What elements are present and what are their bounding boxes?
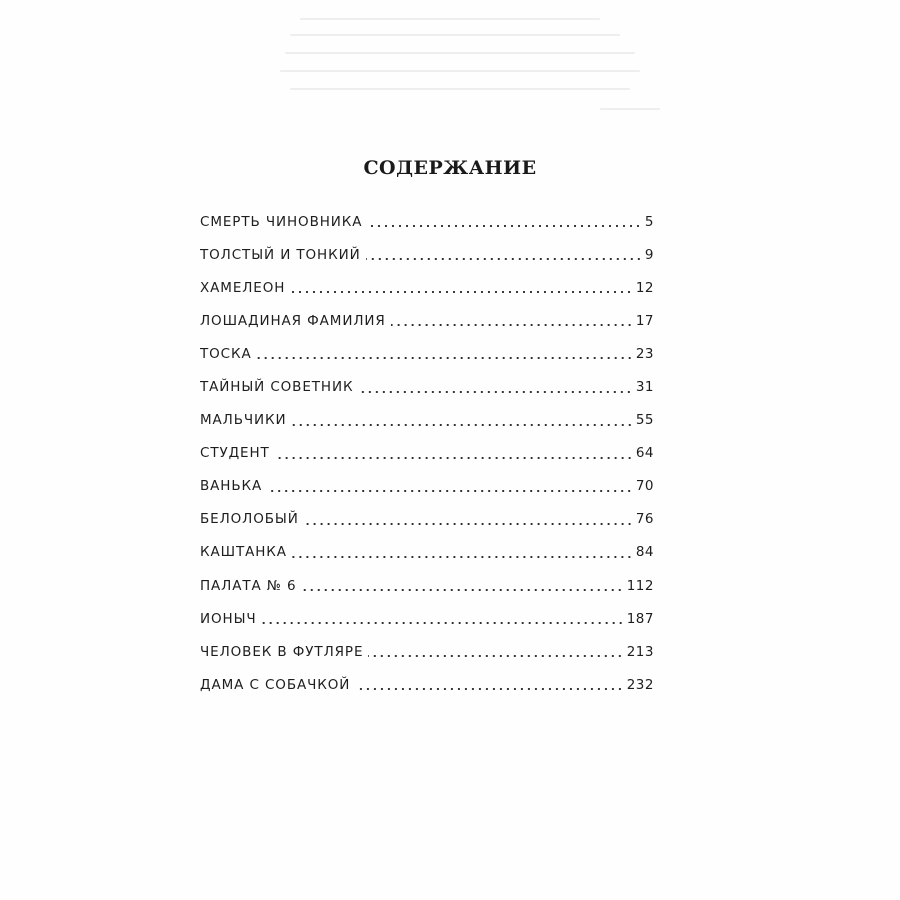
table-of-contents: [200, 205, 654, 701]
toc-entry-page-number: 187: [626, 610, 654, 627]
toc-entry-title: ХАМЕЛЕОН: [200, 279, 286, 296]
dot-leader: [257, 357, 633, 359]
bleed-through-mark: [290, 88, 630, 90]
bleed-through-mark: [300, 18, 600, 20]
toc-entry-page-number: 64: [635, 445, 654, 462]
toc-entry: [200, 635, 654, 668]
toc-entry: [200, 668, 654, 701]
dot-leader: [301, 589, 623, 591]
toc-entry: [200, 238, 654, 271]
dot-leader: [355, 688, 623, 690]
dot-leader: [368, 655, 623, 657]
toc-entry: [200, 205, 654, 238]
toc-entry-title: ТОСКА: [200, 345, 252, 362]
toc-entry: [200, 337, 654, 370]
toc-entry: [200, 470, 654, 503]
toc-entry-page-number: 31: [635, 379, 654, 396]
bleed-through-mark: [290, 34, 620, 36]
toc-entry-page-number: 55: [635, 412, 654, 429]
toc-entry-title: МАЛЬЧИКИ: [200, 412, 287, 429]
dot-leader: [267, 490, 633, 492]
dot-leader: [292, 556, 633, 558]
toc-entry: [200, 271, 654, 304]
dot-leader: [262, 622, 624, 624]
toc-entry: [200, 536, 654, 569]
toc-entry-page-number: 84: [635, 544, 654, 561]
toc-entry-page-number: 70: [635, 478, 654, 495]
toc-entry-page-number: 17: [635, 312, 654, 329]
dot-leader: [391, 324, 633, 326]
toc-entry-title: СТУДЕНТ: [200, 445, 270, 462]
toc-entry: [200, 404, 654, 437]
toc-entry: [200, 503, 654, 536]
toc-entry: [200, 437, 654, 470]
toc-entry-page-number: 23: [635, 345, 654, 362]
toc-entry-title: ТОЛСТЫЙ И ТОНКИЙ: [200, 246, 361, 263]
toc-entry-page-number: 232: [626, 676, 654, 693]
toc-entry-page-number: 12: [635, 279, 654, 296]
toc-entry-title: ДАМА С СОБАЧКОЙ: [200, 676, 351, 693]
toc-entry: [200, 602, 654, 635]
toc-entry-page-number: 9: [644, 246, 654, 263]
toc-entry-page-number: 5: [644, 213, 654, 230]
page-title: СОДЕРЖАНИЕ: [363, 157, 537, 179]
toc-entry: [200, 304, 654, 337]
toc-entry-title: ТАЙНЫЙ СОВЕТНИК: [200, 379, 354, 396]
bleed-through-mark: [285, 52, 635, 54]
dot-leader: [304, 523, 633, 525]
toc-entry-title: КАШТАНКА: [200, 544, 287, 561]
toc-entry: [200, 569, 654, 602]
bleed-through-mark: [280, 70, 640, 72]
dot-leader: [367, 225, 642, 227]
toc-entry: [200, 370, 654, 403]
toc-entry-title: ИОНЫЧ: [200, 610, 257, 627]
toc-entry-title: ПАЛАТА № 6: [200, 577, 297, 594]
toc-entry-title: ВАНЬКА: [200, 478, 263, 495]
toc-entry-title: ЛОШАДИНАЯ ФАМИЛИЯ: [200, 312, 386, 329]
dot-leader: [366, 258, 642, 260]
toc-entry-title: СМЕРТЬ ЧИНОВНИКА: [200, 213, 363, 230]
toc-entry-title: БЕЛОЛОБЫЙ: [200, 511, 299, 528]
toc-entry-page-number: 76: [635, 511, 654, 528]
dot-leader: [358, 391, 632, 393]
dot-leader: [292, 424, 633, 426]
dot-leader: [290, 291, 632, 293]
toc-entry-title: ЧЕЛОВЕК В ФУТЛЯРЕ: [200, 643, 364, 660]
bleed-through-mark: [600, 108, 660, 110]
toc-entry-page-number: 112: [626, 577, 654, 594]
toc-entry-page-number: 213: [626, 643, 654, 660]
dot-leader: [275, 457, 633, 459]
